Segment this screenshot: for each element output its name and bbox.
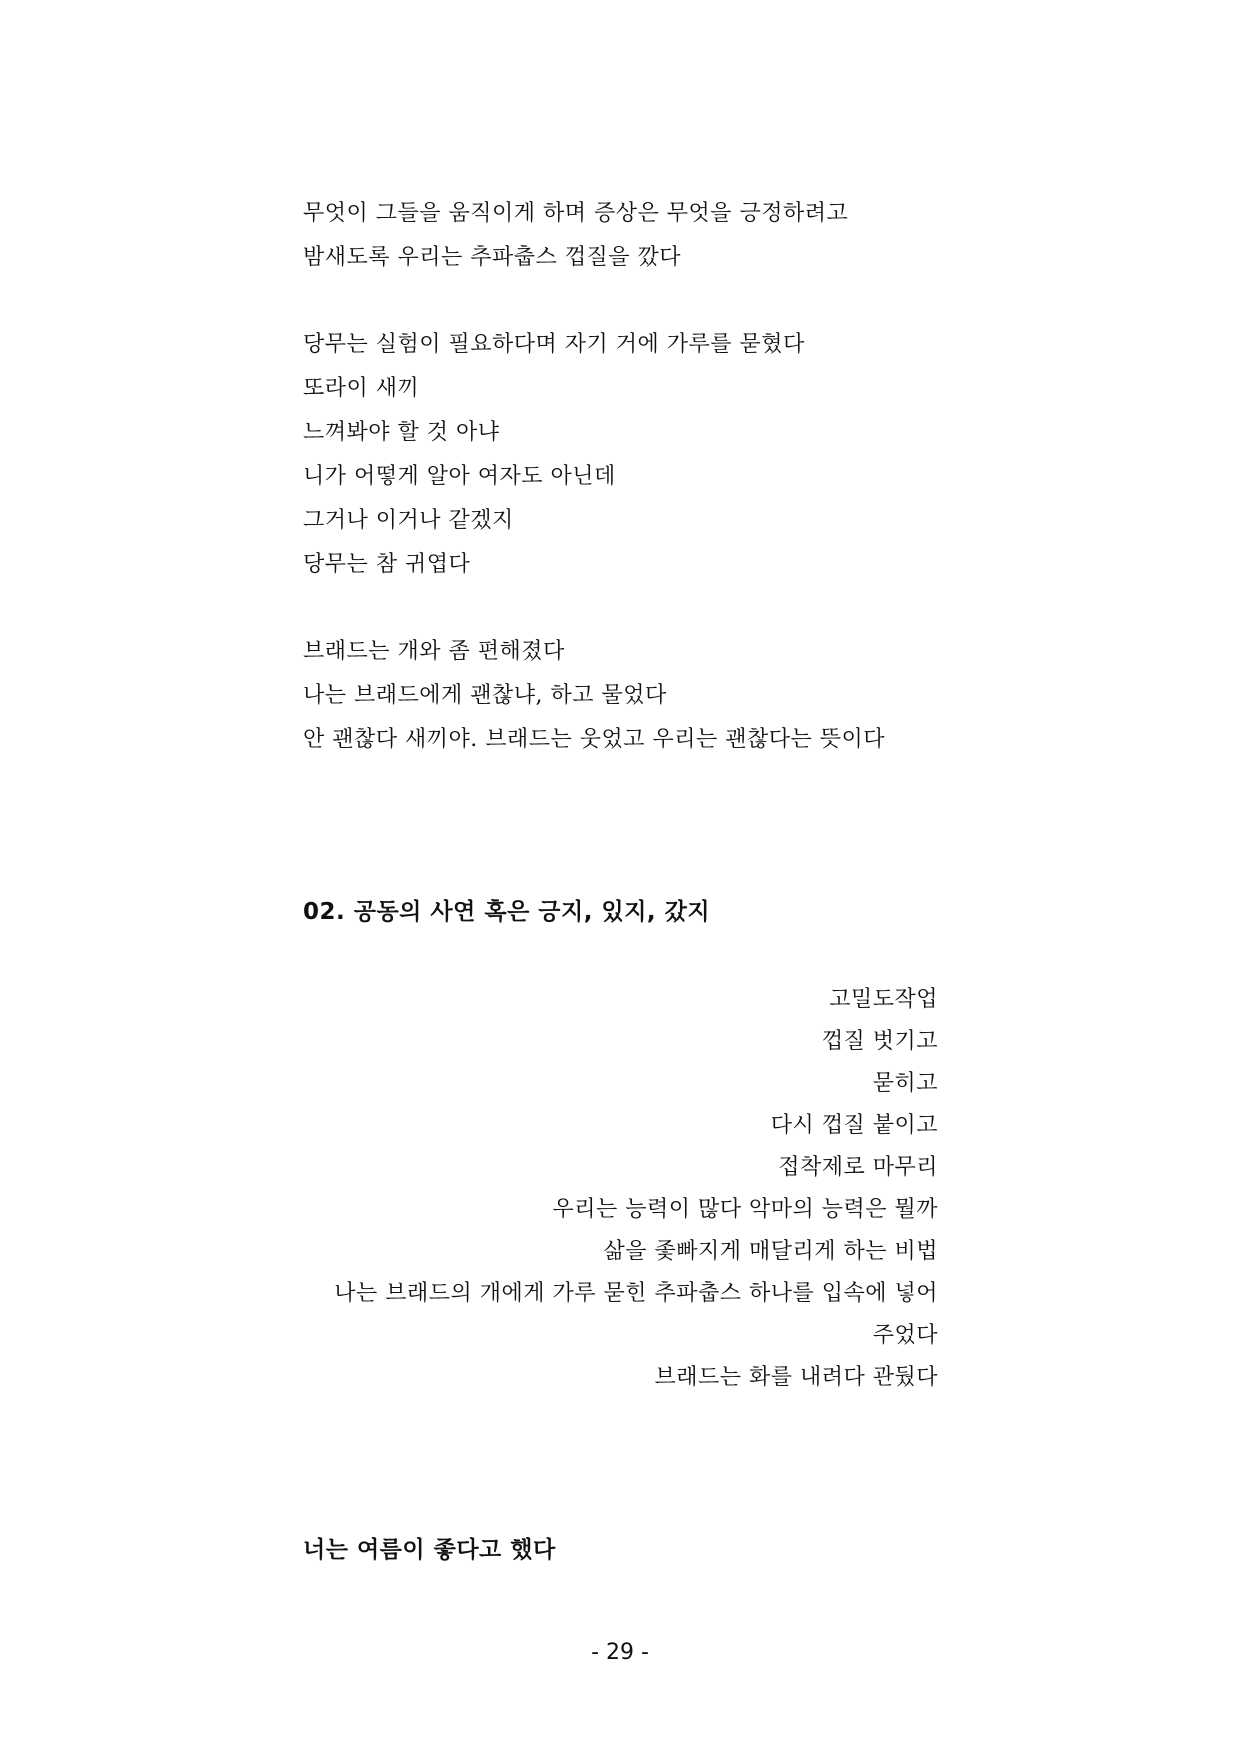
poem-line: 또라이 새끼	[303, 376, 420, 401]
poem-line: 안 괜찮다 새끼야. 브래드는 웃었고 우리는 괜찮다는 뜻이다	[303, 727, 885, 752]
poem-line: 다시 껍질 붙이고	[770, 1113, 938, 1138]
poem-line: 그거나 이거나 같겠지	[303, 508, 514, 533]
poem-line: 브래드는 화를 내려다 관뒀다	[654, 1365, 938, 1390]
section-heading: 02. 공동의 사연 혹은 긍지, 있지, 갔지	[303, 899, 711, 925]
poem-line: 접착제로 마무리	[778, 1155, 938, 1180]
poem-line: 묻히고	[872, 1071, 938, 1096]
poem-line: 우리는 능력이 많다 악마의 능력은 뭘까	[552, 1197, 938, 1222]
poem-line: 브래드는 개와 좀 편해졌다	[303, 639, 565, 664]
poem-line: 고밀도작업	[829, 987, 938, 1012]
poem-line: 주었다	[872, 1323, 938, 1348]
poem-line: 무엇이 그들을 움직이게 하며 증상은 무엇을 긍정하려고	[303, 201, 849, 226]
poem-line: 나는 브래드의 개에게 가루 묻힌 추파춥스 하나를 입속에 넣어	[334, 1281, 938, 1306]
page-number: - 29 -	[591, 1640, 649, 1665]
section-heading: 너는 여름이 좋다고 했다	[303, 1537, 556, 1563]
poem-line: 밤새도록 우리는 추파춥스 껍질을 깠다	[303, 245, 682, 270]
poem-line: 삶을 좇빠지게 매달리게 하는 비법	[603, 1239, 938, 1264]
poem-line: 니가 어떻게 알아 여자도 아닌데	[303, 464, 616, 489]
poem-line: 당무는 참 귀엽다	[303, 552, 471, 577]
poem-line: 나는 브래드에게 괜찮냐, 하고 물었다	[303, 683, 667, 708]
poem-line: 느껴봐야 할 것 아냐	[303, 420, 500, 445]
poem-line: 당무는 실험이 필요하다며 자기 거에 가루를 묻혔다	[303, 332, 805, 357]
poem-line: 껍질 벗기고	[821, 1029, 938, 1054]
